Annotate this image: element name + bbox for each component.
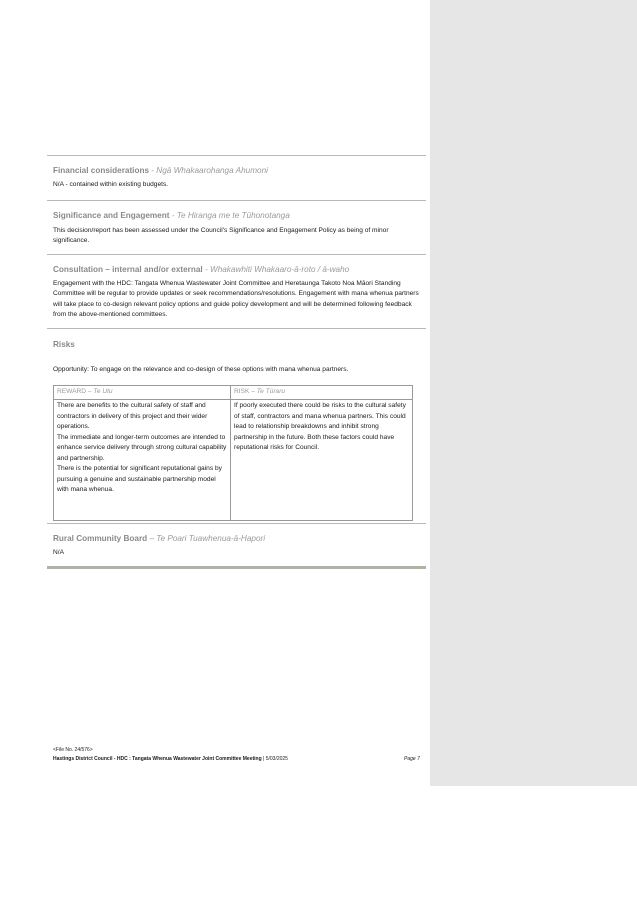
financial-subtitle: - Ngā Whakaarohanga Ahumoni: [149, 166, 268, 175]
risk-header: [231, 386, 413, 400]
financial-text: N/A - contained within existing budgets.: [53, 181, 169, 188]
consultation-title: Consultation – internal and/or external: [53, 265, 203, 274]
consultation-text: Engagement with the HDC: Tangata Whenua Wastewater Joint Committee and Heretaunga Takoto Noa Māori Standing Committee will be regular to provide updates or seek recommendations/resolutions. Engagement with mana whenua partners will take place to co-design relevant policy options and guide policy development and will be determined following feedback from the above-mentioned committees.: [53, 280, 419, 318]
risk-cell: If poorly executed there could be risks to the cultural safety of staff, contractors and mana whenua partners. This could lead to relationship breakdowns and inhibit strong partnership in the future. Both these factors could have reputational risks for Council.: [231, 400, 413, 521]
significance-heading: [53, 211, 290, 220]
reward-header-label: REWARD –: [57, 388, 94, 395]
rural-title: Rural Community Board: [53, 534, 148, 543]
risk-header-label: RISK –: [234, 388, 257, 395]
risks-heading: Risks: [53, 340, 75, 349]
footer-meeting-line: [53, 756, 288, 762]
significance-title: Significance and Engagement: [53, 211, 170, 220]
financial-heading: [53, 166, 268, 175]
rural-text: N/A: [53, 549, 64, 556]
end-divider: [47, 566, 426, 569]
comment-sidebar: [430, 0, 637, 786]
footer-org: Hastings District Council - HDC : Tangata Whenua Wastewater Joint Committee Meeting: [53, 756, 262, 762]
reward-cell: There are benefits to the cultural safety of staff and contractors in delivery of this project and their wider operations. The immediate and longer-term outcomes are intended to enhance service delivery through strong cultural capability and partnership. There is the potential for significant reputational gains by pursuing a genuine and sustainable partnership model with mana whenua.: [54, 400, 231, 521]
page-number: Page 7: [404, 756, 420, 762]
section-divider: [47, 200, 426, 201]
risks-opportunity: Opportunity: To engage on the relevance and co-design of these options with mana whenua partners.: [53, 366, 349, 373]
section-divider: [47, 328, 426, 329]
reward-header-maori: Te Utu: [93, 388, 113, 395]
footer-separator: |: [261, 756, 266, 762]
financial-title: Financial considerations: [53, 166, 149, 175]
rural-subtitle: – Te Poari Tuawhenua-ā-Hapori: [147, 534, 266, 543]
risk-table: [53, 385, 413, 521]
consultation-heading: [53, 265, 349, 274]
section-divider: [47, 254, 426, 255]
section-divider: [47, 523, 426, 524]
consultation-subtitle: - Whakawhiti Whakaaro-ā-roto / ā-waho: [202, 265, 350, 274]
reward-header: [54, 386, 231, 400]
risk-header-maori: Te Tūraru: [256, 388, 286, 395]
footer-date: 5/03/2025: [265, 756, 288, 762]
significance-subtitle: - Te Hiranga me te Tūhonotanga: [169, 211, 290, 220]
rural-heading: [53, 534, 265, 543]
section-divider: [47, 155, 426, 156]
significance-text: This decision/report has been assessed under the Council's Significance and Engagement Policy as being of minor significance.: [53, 227, 389, 245]
file-number: <File No. 24/576>: [53, 747, 93, 753]
